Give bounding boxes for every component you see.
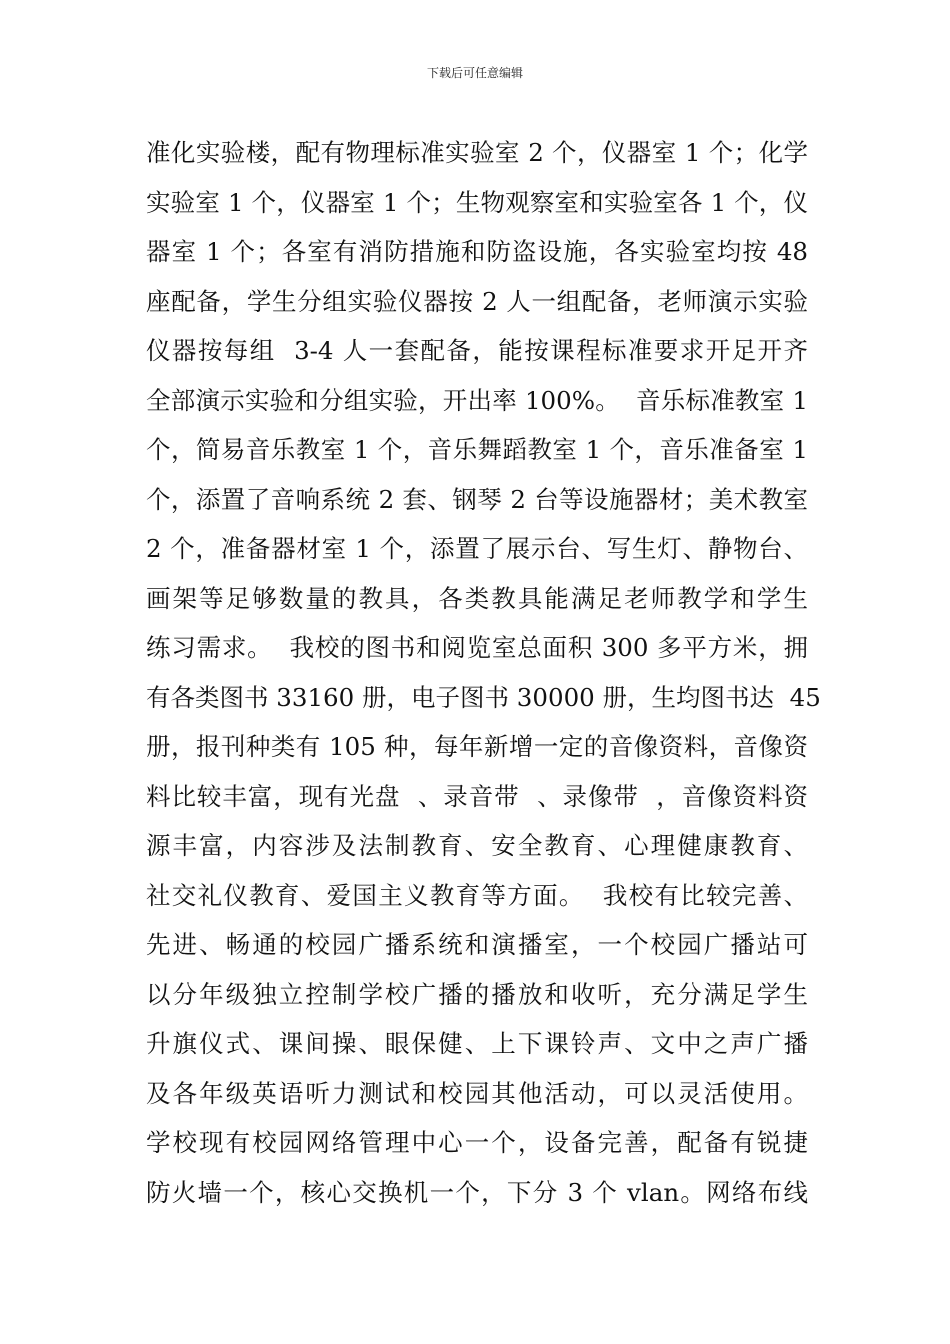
text-line: 准化实验楼，配有物理标准实验室 2 个，仪器室 1 个；化学 (146, 138, 808, 167)
page-header: 下载后可任意编辑 (426, 66, 523, 80)
text-line: 个，简易音乐教室 1 个，音乐舞蹈教室 1 个，音乐准备室 1 (146, 435, 808, 464)
text-line: 先进、畅通的校园广播系统和演播室，一个校园广播站可 (146, 930, 808, 959)
text-line: 册，报刊种类有 105 种，每年新增一定的音像资料，音像资 (146, 732, 808, 761)
text-line: 及各年级英语听力测试和校园其他活动，可以灵活使用。 (146, 1078, 808, 1108)
text-line: 座配备，学生分组实验仪器按 2 人一组配备，老师演示实验 (146, 286, 808, 316)
text-line: 2 个，准备器材室 1 个，添置了展示台、写生灯、静物台、 (146, 534, 808, 563)
text-line: 练习需求。 我校的图书和阅览室总面积 300 多平方米，拥 (146, 633, 808, 662)
text-line: 防火墙一个，核心交换机一个，下分 3 个 vlan。网络布线 (146, 1177, 808, 1207)
text-line: 源丰富，内容涉及法制教育、安全教育、心理健康教育、 (146, 831, 808, 860)
text-line: 实验室 1 个，仪器室 1 个；生物观察室和实验室各 1 个，仪 (146, 187, 808, 217)
text-line: 仪器按每组 3-4 人一套配备，能按课程标准要求开足开齐 (146, 336, 808, 365)
body-text (146, 128, 821, 1217)
text-line: 有各类图书 33160 册，电子图书 30000 册，生均图书达 45 (146, 682, 821, 712)
text-line: 个，添置了音响系统 2 套、钢琴 2 台等设施器材；美术教室 (146, 484, 808, 514)
text-line: 学校现有校园网络管理中心一个，设备完善，配备有锐捷 (146, 1128, 808, 1157)
text-line: 社交礼仪教育、爱国主义教育等方面。 我校有比较完善、 (146, 880, 808, 910)
text-line: 画架等足够数量的教具，各类教具能满足老师教学和学生 (146, 583, 808, 613)
text-line: 以分年级独立控制学校广播的播放和收听，充分满足学生 (146, 979, 808, 1009)
text-line: 升旗仪式、课间操、眼保健、上下课铃声、文中之声广播 (146, 1029, 808, 1058)
text-line: 料比较丰富，现有光盘 、录音带 、录像带 ，音像资料资 (146, 781, 808, 811)
text-line: 全部演示实验和分组实验，开出率 100%。 音乐标准教室 1 (146, 385, 808, 415)
text-line: 器室 1 个；各室有消防措施和防盗设施，各实验室均按 48 (146, 237, 808, 266)
